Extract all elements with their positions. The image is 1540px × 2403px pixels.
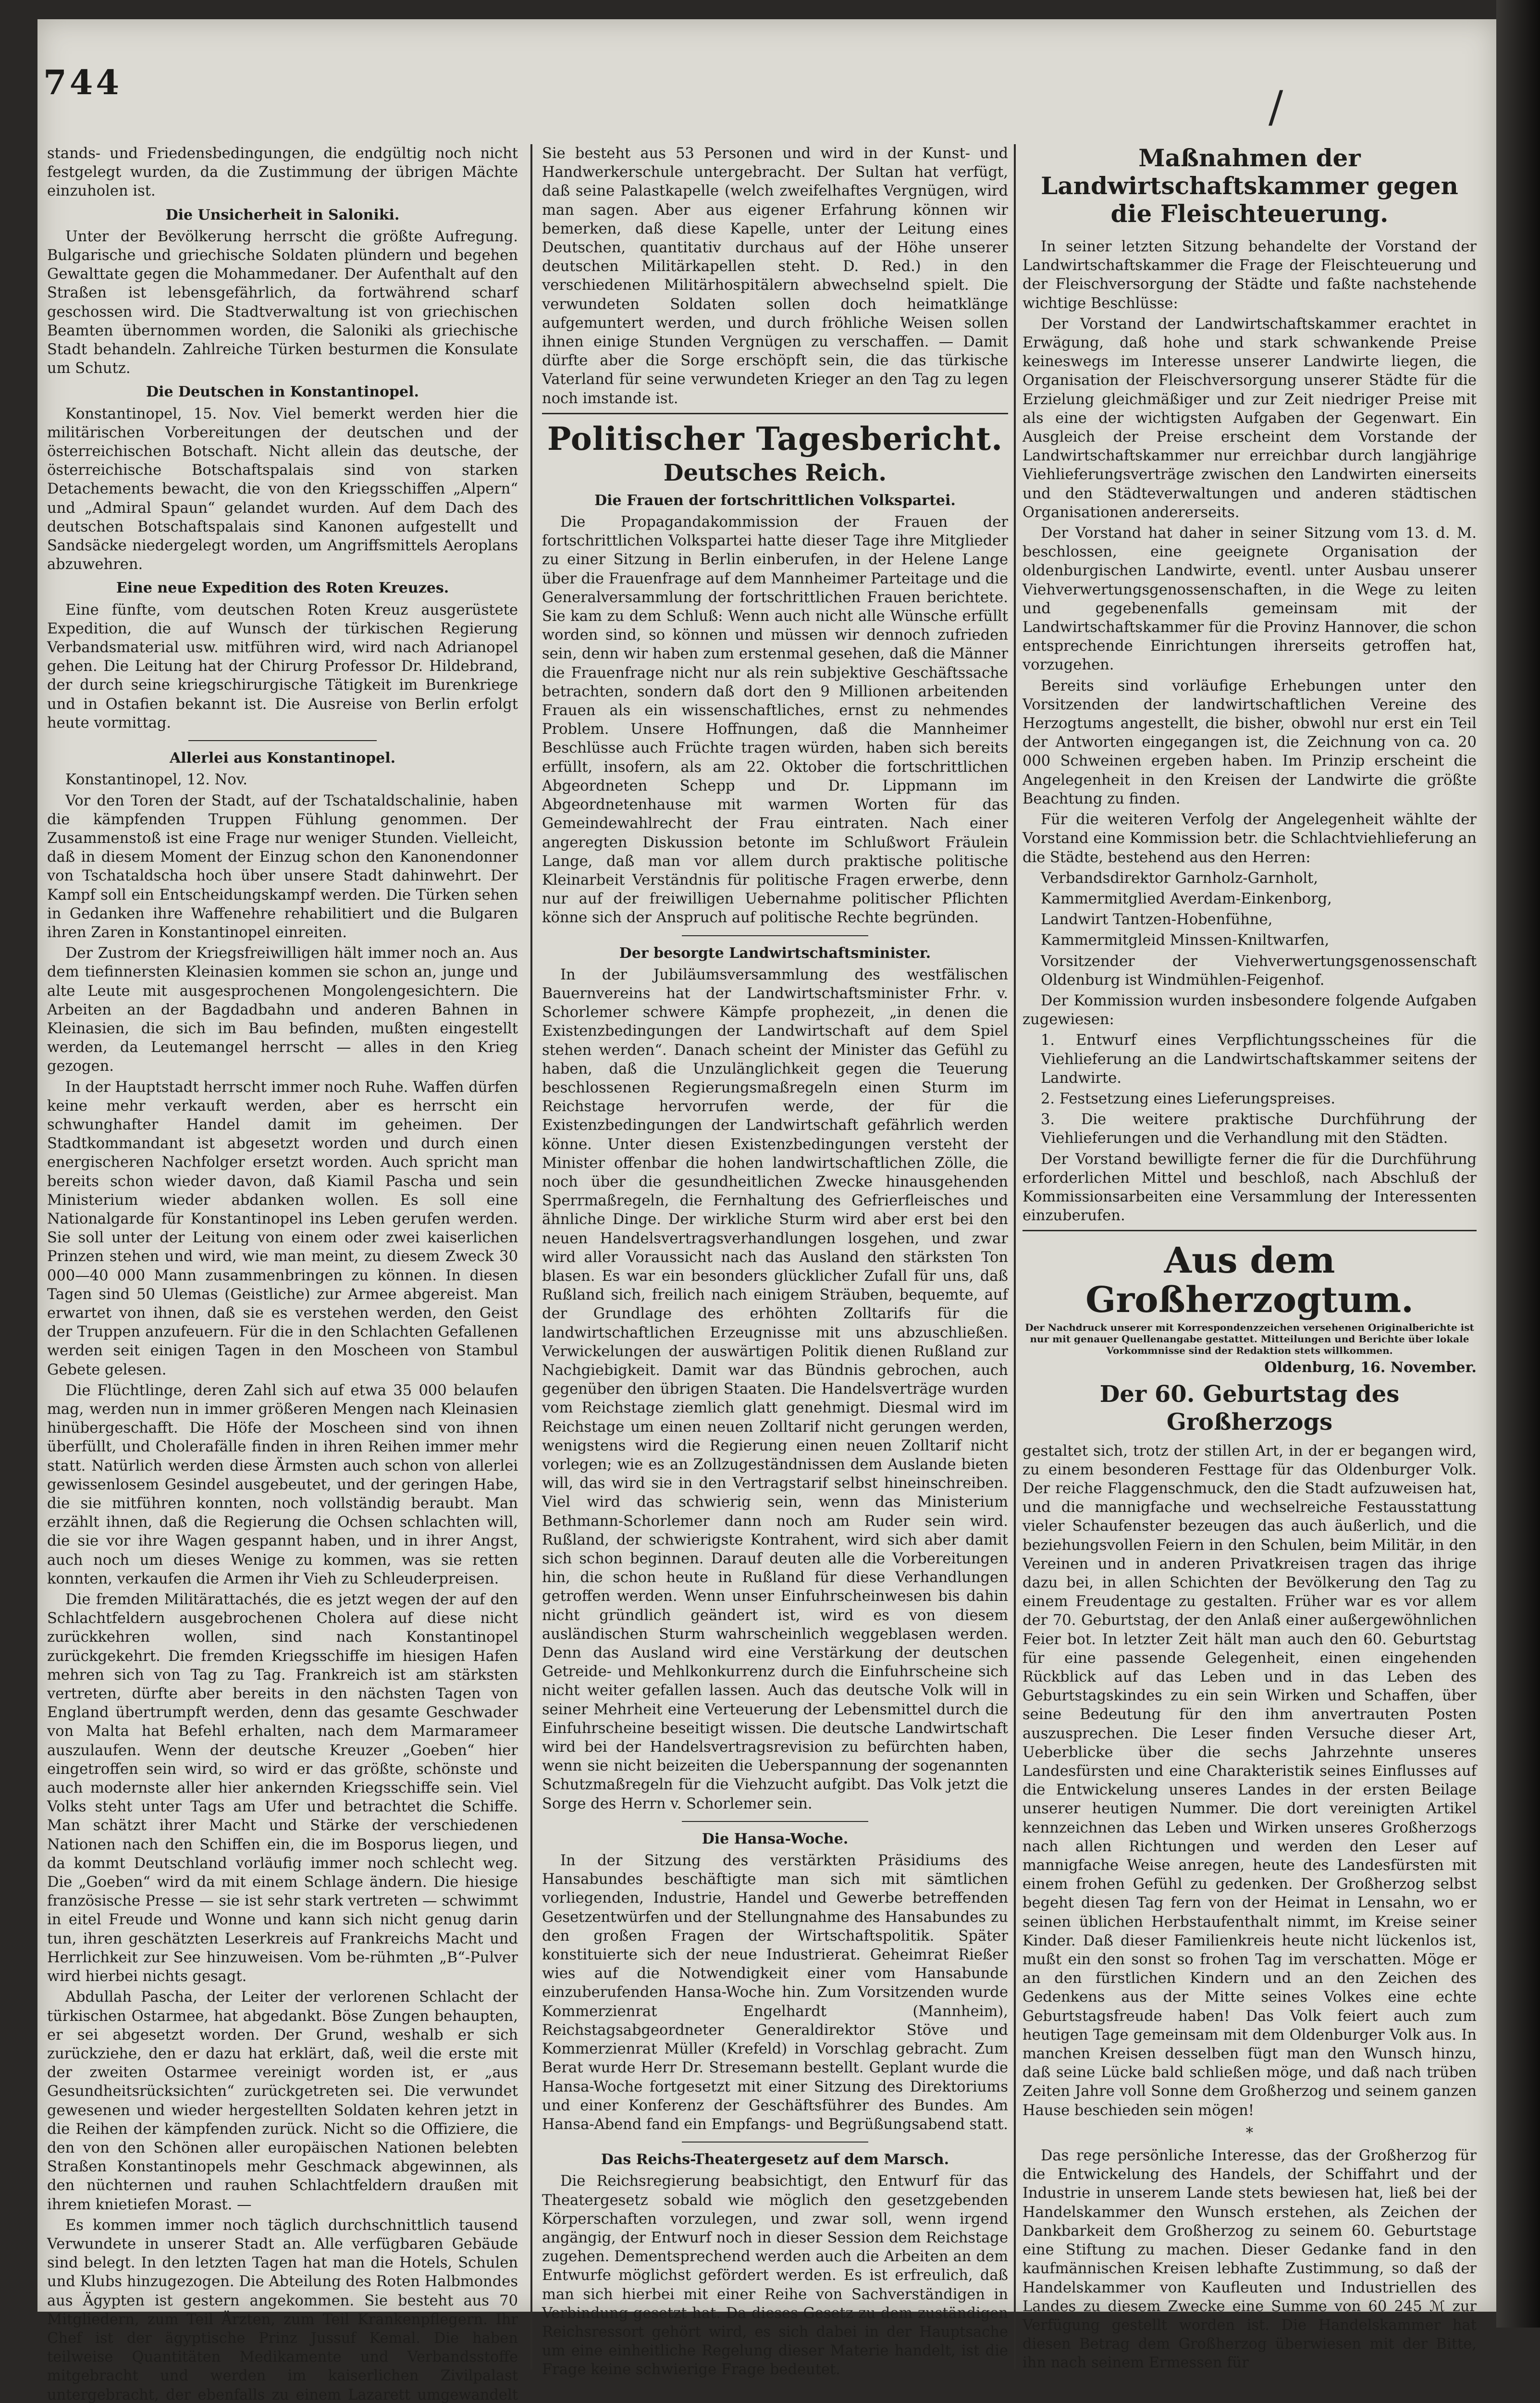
paragraph: Die Reichsregierung beabsichtigt, den Entwurf für das Theatergesetz sobald wie möglich den gesetzgebenden Körperschaften vorzulegen, und zwar soll, wenn irgend angängig, der Entwurf noch in dieser Session dem Reichstage zugehen. Dementsprechend werden auch die Arbeiten an dem Entwurfe möglichst gefördert werden. Es ist erfreulich, daß man sich hierbei mit einer Reihe von Sachverständigen in Verbindung gesetzt hat. Da dieses Gesetz zu dem zuständigen Reichsressort gehört wird, es sich dabei in der Hauptsache um eine einheitliche Regelung dieser Materie handelt, ist die Frage keine schwierige Frage bedeutet. <box>542 2173 1008 2378</box>
paragraph: Das rege persönliche Interesse, das der Großherzog für die Entwickelung des Handels, der Schiffahrt und der Industrie in unserem Lande stets bewiesen hat, ließ bei der Handelskammer den Wunsch erstehen, als Zeichen der Dankbarkeit dem Großherzog zu seinem 60. Geburtstage eine Stiftung zu machen. Dieser Gedanke fand in den kaufmännischen Kreisen lebhafte Zustimmung, so daß der Handelskammer von Kaufleuten und Industriellen des Landes zu diesem Zwecke eine Summe von 60 245 ℳ zur Verfügung gestellt worden ist. Die Handelskammer hat diesen Betrag dem Großherzog überwiesen mit der Bitte, ihn nach seinem Ermessen für <box>1023 2147 1477 2372</box>
headline-minister: Der besorgte Landwirtschaftsminister. <box>619 944 931 962</box>
paragraph: In der Jubiläumsversammlung des westfälischen Bauernvereins hat der Landwirtschaftsminister Frhr. v. Schorlemer schwere Kämpfe prophezeit, „in denen die Existenzbedingungen der Landwirtschaft auf dem Spiel stehen werden“. Danach scheint der Minister das Gefühl zu haben, daß die Unzulänglichkeit gegen die Teuerung beschlossenen Regierungsmaßregeln einen Sturm im Reichstage hervorrufen werde, der für die Existenzbedingungen der Landwirtschaft gefährlich werden könne. Unter diesen Existenzbedingungen versteht der Minister offenbar die hohen landwirtschaftlichen Zölle, die noch über die gesundheitlichen Zwecke hinausgehenden Sperrmaßregeln, die Fernhaltung des Gefrierfleisches und ähnliche Dinge. Der wirkliche Sturm wird aber erst bei den neuen Handelsvertragsverhandlungen losgehen, und zwar wird aller Voraussicht nach das Ausland den stärksten Ton blasen. Es war ein besonders glücklicher Zufall für uns, daß Rußland sich, freilich nach einigem Sträuben, bequemte, auf der Grundlage des erhöhten Zolltarifs für die landwirtschaftlichen Erzeugnisse mit uns abzuschließen. Verwickelungen der auswärtigen Politik dienen Rußland zur Nachgiebigkeit. Damit war das Bündnis gebrochen, auch gegenüber den übrigen Staaten. Die Handelsverträge wurden vom Reichstage ziemlich glatt genehmigt. Diesmal wird im Reichstage um einen neuen Zolltarif nicht gerungen werden, wenigstens wird die Regierung einen neuen Zolltarif nicht vorlegen; wie es an Zollzugeständnissen dem Auslande bieten will, das wird sie in den Vertragstarif selbst hineinschreiben. Viel wird das schwierig sein, wenn das Ministerium Bethmann-Schorlemer dann noch am Ruder sein wird. Rußland, der schwierigste Kontrahent, wird sich aber damit sich schon beginnen. Darauf deuten alle die Vorbereitungen hin, die schon heute in Rußland für diese Verhandlungen getroffen werden. Wenn unser Einfuhrscheinwesen bis dahin nicht gründlich geändert ist, wird es von diesem ausländischen Sturm wahrscheinlich weggeblasen werden. Denn das Ausland wird eine Verstärkung der deutschen Getreide- und Mehlkonkurrenz durch die Einfuhrscheine sich nicht weiter gefallen lassen. Auch das deutsche Volk will in seiner Mehrheit eine Verteuerung der Lebensmittel durch die Einfuhrscheine beseitigt wissen. Die deutsche Landwirtschaft wird bei der Handelsvertragsrevision zu befürchten haben, wenn sie nicht beizeiten die Ueberspannung der sogenannten Schutzmaßregeln für die Viehzucht aufgibt. Das Volk jetzt die Sorge des Herrn v. Schorlemer sein. <box>542 966 1008 1812</box>
separator-star: * <box>1245 2124 1254 2142</box>
headline-theater: Das Reichs-Theatergesetz auf dem Marsch. <box>601 2151 949 2168</box>
section-title-tagesbericht: Politischer Tagesbericht. <box>547 420 1003 458</box>
list-item: 2. Festsetzung eines Lieferungspreises. <box>1041 1090 1336 1107</box>
column-2 <box>542 144 1008 2378</box>
divider <box>682 1821 868 1822</box>
paragraph: Der Vorstand der Landwirtschaftskammer erachtet in Erwägung, daß hohe und stark schwankende Preise keineswegs im Interesse unserer Landwirte liegen, die Organisation der Fleischversorgung unserer Städte für die Erzielung gleichmäßiger und zur Zeit niedriger Preise mit als eine der wichtigsten Aufgaben der Gegenwart. Ein Ausgleich der Preise erscheint dem Vorstande der Landwirtschaftskammer nur erreichbar durch langjährige Viehlieferungsverträge zwischen den Landwirten einerseits und den Städteverwaltungen und anderen städtischen Organisationen andererseits. <box>1023 315 1477 521</box>
paragraph: Vor den Toren der Stadt, auf der Tschataldschalinie, haben die kämpfenden Truppen Fühlung genommen. Der Zusammenstoß ist eine Frage nur weniger Stunden. Vielleicht, daß in diesem Moment der Einzug schon den Kanonendonner von Tschataldscha hoch über unsere Stadt dahinwehrt. Der Kampf soll ein Entscheidungskampf werden. Die Türken sehen in Gedanken ihre Waffenehre rehabilitiert und die Bulgaren ihren Zaren in Konstantinopel einreiten. <box>47 792 518 941</box>
column-1 <box>47 144 518 2403</box>
paragraph: Die Flüchtlinge, deren Zahl sich auf etwa 35 000 belaufen mag, werden nun in immer größeren Mengen nach Kleinasien hinübergeschafft. Die Höfe der Moscheen sind von ihnen überfüllt, und Cholerafälle finden in ihren Reihen immer mehr statt. Natürlich werden diese Ärmsten auch schon von allerlei gewissenlosem Gesindel ausgebeutet, und der geringen Habe, die sie mitführen konnten, noch vollständig beraubt. Man erzählt ihnen, daß die Regierung die Ochsen schlachten will, die sie vor ihre Wagen gespannt haben, und in ihrer Angst, auch noch um dieses Wenige zu kommen, was sie retten konnten, verkaufen die Armen ihr Vieh zu Schleuderpreisen. <box>47 1382 518 1587</box>
column-rule-1 <box>530 144 532 2369</box>
paragraph: In der Sitzung des verstärkten Präsidiums des Hansabundes beschäftigte man sich mit sämtlichen vorliegenden, Industrie, Handel und Gewerbe betreffenden Gesetzentwürfen und der Stellungnahme des Hansabundes zu den großen Fragen der Wirtschaftspolitik. Später konstituierte sich der neue Industrierat. Geheimrat Rießer wies auf die Notwendigkeit einer vom Hansabunde einzuberufenden Hansa-Woche hin. Zum Vorsitzenden wurde Kommerzienrat Engelhardt (Mannheim), Reichstagsabgeordneter Generaldirektor Stöve und Kommerzienrat Müller (Krefeld) in Vorschlag gebracht. Zum Berat wurde Herr Dr. Stresemann bestellt. Geplant wurde die Hansa-Woche fortgesetzt mit einer Sitzung des Direktoriums und einer Konferenz der Geschäftsführer des Bundes. Am Hansa-Abend fand ein Empfangs- und Begrüßungsabend statt. <box>542 1852 1008 2133</box>
divider <box>682 2142 868 2143</box>
list-item: Kammermitglied Averdam-Einkenborg, <box>1041 890 1332 907</box>
page-number: 744 <box>43 62 123 102</box>
divider <box>542 413 1008 414</box>
headline-saloniki: Die Unsicherheit in Saloniki. <box>165 206 400 223</box>
paragraph: Eine fünfte, vom deutschen Roten Kreuz ausgerüstete Expedition, die auf Wunsch der türkischen Regierung Verbandsmaterial usw. mitführen wird, wird nach Adrianopel gehen. Die Leitung hat der Chirurg Professor Dr. Hildebrand, der durch seine kriegschirurgische Tätigkeit im Burenkriege und in Ostafien bekannt ist. Die Ausreise von Berlin erfolgt heute vormittag. <box>47 601 518 731</box>
divider <box>1023 1230 1477 1231</box>
headline-frauen: Die Frauen der fortschrittlichen Volkspartei. <box>594 492 956 509</box>
list-item: 1. Entwurf eines Verpflichtungsscheines für die Viehlieferung an die Landwirtschaftskammer seitens der Landwirte. <box>1041 1032 1477 1087</box>
dateline: Konstantinopel, 12. Nov. <box>65 771 248 789</box>
list-item: Vorsitzender der Viehverwertungsgenossenschaft Oldenburg ist Windmühlen-Feigenhof. <box>1041 953 1477 989</box>
headline-massnahmen: Maßnahmen der Landwirtschaftskammer gegen die Fleischteuerung. <box>1041 144 1458 228</box>
paragraph: Unter der Bevölkerung herrscht die größte Aufregung. Bulgarische und griechische Soldaten plündern und begehen Gewalttate gegen die Mohammedaner. Der Aufenthalt auf den Straßen ist lebensgefährlich, da fortwährend scharf geschossen wird. Die Stadtverwaltung ist von griechischen Beamten übernommen worden, die Saloniki als griechische Stadt behandeln. Zahlreiche Türken besturmen die Konsulate um Schutz. <box>47 228 518 377</box>
binding-shadow <box>1496 0 1540 2328</box>
headline-hansa: Die Hansa-Woche. <box>702 1830 849 1847</box>
divider <box>682 935 868 936</box>
paragraph: Bereits sind vorläufige Erhebungen unter den Vorsitzenden der landwirtschaftlichen Vereine des Herzogtums angestellt, die bisher, obwohl nur erst ein Teil der Antworten eingegangen ist, die Zeichnung von ca. 20 000 Schweinen ergeben haben. Im Prinzip erscheint die Angelegenheit in den Kreisen der Landwirte die größte Beachtung zu finden. <box>1023 677 1477 807</box>
paragraph: Abdullah Pascha, der Leiter der verlorenen Schlacht der türkischen Ostarmee, hat abgedankt. Böse Zungen behaupten, er sei abgesetzt worden. Der Grund, weshalb er sich zurückziehe, den er dazu hat erklärt, daß, weil die erste mit der zweiten Ostarmee vereinigt worden ist, er „aus Gesundheitsrücksichten“ zurückgetreten sei. Die verwundet gewesenen und wieder hergestellten Soldaten kehren jetzt in die Reihen der kämpfenden zurück. Nicht so die Offiziere, die den von den Schönen aller europäischen Nationen belebten Straßen Konstantinopels mehr Geschmack abgewinnen, als den nüchternen und rauhen Schlachtfeldern draußen mit ihrem knietiefen Morast. — <box>47 1989 518 2213</box>
paragraph: Der Vorstand hat daher in seiner Sitzung vom 13. d. M. beschlossen, eine geeignete Organisation der oldenburgischen Landwirte, eventl. unter Ausbau unserer Viehverwertungsgenossenschaften, in die Wege zu leiten und gegebenenfalls gemeinsam mit der Landwirtschaftskammer für die Provinz Hannover, die schon entsprechende Einrichtungen ihrerseits getroffen hat, vorzugehen. <box>1023 525 1477 674</box>
headline-geburtstag: Der 60. Geburtstag des Großherzogs <box>1099 1380 1400 1436</box>
section-subtitle-reich: Deutsches Reich. <box>663 459 887 486</box>
column-rule-2 <box>1014 144 1016 2369</box>
paragraph: In seiner letzten Sitzung behandelte der Vorstand der Landwirtschaftskammer die Frage der Fleischteuerung und der Fleischversorgung der Städte und faßte nachstehende wichtige Beschlüsse: <box>1023 238 1477 312</box>
commission-members <box>1023 869 1477 990</box>
headline-allerlei: Allerlei aus Konstantinopel. <box>169 750 396 767</box>
article-continuation: Sie besteht aus 53 Personen und wird in der Kunst- und Handwerkerschule untergebracht. Der Sultan hat verfügt, daß seine Palastkapelle (welch zweifelhaftes Vergnügen, wird man sagen. Aber aus eigener Erfahrung können wir bemerken, daß diese Kapelle, unter der Leitung eines Deutschen, quantitativ durchaus auf der Höhe unserer deutschen Militärkapellen steht. D. Red.) in den verschiedenen Militärhospitälern abwechselnd spielt. Die verwundeten Soldaten sollen doch heimatklänge aufgemuntert werden, und durch fröhliche Weisen sollen ihnen einige Stunden Vergnügen zu verschaffen. — Damit dürfte aber die Sorge erschöpft sein, die das türkische Vaterland für seine verwundeten Krieger an den Tag zu legen noch imstande ist. <box>542 145 1008 407</box>
reprint-notice: Der Nachdruck unserer mit Korrespondenzzeichen versehenen Originalberichte ist nur mit genauer Quellenangabe gestattet. Mitteilungen und Berichte über lokale Vorkommnisse sind der Redaktion stets willkommen. <box>1025 1322 1474 1357</box>
paragraph: Es kommen immer noch täglich durchschnittlich tausend Verwundete in unserer Stadt an. Alle verfügbaren Gebäude sind belegt. In den letzten Tagen hat man die Hotels, Schulen und Klubs hinzugezogen. Die Abteilung des Roten Halbmondes aus Ägypten ist gestern angekommen. Sie besteht aus 70 Mitgliedern, zum Teil Ärzten, zum Teil Krankenpflegern. Ihr Chef ist der ägyptische Prinz Jussuf Kemal. Die haben teilweise Quantitäten Medikamente und Verbandsstoffe mitgebracht und werden im kaiserlichen Zivilpalast untergebracht, der ebenfalls zu einem Lazarett umgewandelt <box>47 2217 518 2403</box>
list-item: Landwirt Tantzen-Hobenfühne, <box>1041 911 1273 929</box>
headline-expedition: Eine neue Expedition des Roten Kreuzes. <box>116 580 449 597</box>
divider <box>188 740 377 741</box>
list-item: Verbandsdirektor Garnholz-Garnholt, <box>1041 869 1318 887</box>
commission-tasks <box>1023 1031 1477 1148</box>
list-item: 3. Die weitere praktische Durchführung der Viehlieferungen und die Verhandlung mit den Städten. <box>1041 1111 1477 1147</box>
article-continuation: stands- und Friedensbedingungen, die endgültig noch nicht festgelegt wurden, da die Zustimmung der übrigen Mächte einzuholen ist. <box>47 145 518 200</box>
paragraph: Der Zustrom der Kriegsfreiwilligen hält immer noch an. Aus dem tiefinnersten Kleinasien kommen sie schon an, junge und alte Leute mit ausgesprochenen Mongolengesichtern. Die Arbeiten an der Bagdadbahn und anderen Bahnen in Kleinasien, die sich im Bau befinden, mußten eingestellt werden, da Leutemangel herrscht — alles in den Krieg gezogen. <box>47 945 518 1075</box>
margin-mark: / <box>1269 82 1283 132</box>
section-title-grossherzogtum: Aus dem Großherzogtum. <box>1085 1240 1414 1321</box>
headline-deutschen: Die Deutschen in Konstantinopel. <box>146 384 419 401</box>
dateline: Oldenburg, 16. November. <box>1264 1359 1477 1376</box>
paragraph: In der Hauptstadt herrscht immer noch Ruhe. Waffen dürfen keine mehr verkauft werden, aber es herrscht ein schwunghafter Handel damit im geheimen. Der Stadtkommandant ist abgesetzt worden und durch einen energischeren Nachfolger ersetzt worden. Auch spricht man bereits schon wieder davon, daß Kiamil Pascha und sein Ministerium wieder abdanken wollen. Es soll eine Nationalgarde für Konstantinopel ins Leben gerufen werden. Sie soll unter der Leitung von einem oder zwei kaiserlichen Prinzen stehen und wird, wie man meint, zu diesem Zweck 30 000—40 000 Mann zusammenbringen zu können. In diesen Tagen sind 50 Ulemas (Geistliche) zur Armee abgereist. Man erwartet von ihnen, daß sie es verstehen werden, den Geist der Truppen anzufeuern. Für die in den Schlachten Gefallenen werden seit einigen Tagen in den Moscheen von Stambul Gebete gelesen. <box>47 1078 518 1378</box>
paragraph: Für die weiteren Verfolg der Angelegenheit wählte der Vorstand eine Kommission betr. die Schlachtviehlieferung an die Städte, bestehend aus den Herren: <box>1023 811 1477 866</box>
paragraph: Konstantinopel, 15. Nov. Viel bemerkt werden hier die militärischen Vorbereitungen der deutschen und der österreichischen Botschaft. Nicht allein das deutsche, der österreichische Botschaftspalais sind von starken Detachements bewacht, die von den Kriegsschiffen „Alpern“ und „Admiral Spaun“ gelandet wurden. Auf dem Dach des deutschen Botschaftspalais sind Kanonen aufgestellt und Sandsäcke niedergelegt worden, um Angriffsmittels Aeroplans abzuwehren. <box>47 405 518 573</box>
paragraph: gestaltet sich, trotz der stillen Art, in der er begangen wird, zu einem besonderen Festtage für das Oldenburger Volk. Der reiche Flaggenschmuck, den die Stadt aufzuweisen hat, und die mannigfache und wechselreiche Festausstattung vieler Schaufenster bezeugen das auch äußerlich, und die beziehungsvollen Feiern in den Schulen, beim Militär, in den Vereinen und in anderen Privatkreisen tragen das ihrige dazu bei, in allen Schichten der Bevölkerung den Tag zu einem Freudentage zu gestalten. Früher war es vor allem der 70. Geburtstag, der den Anlaß einer außergewöhnlichen Feier bot. In letzter Zeit hält man auch den 60. Geburtstag für eine passende Gelegenheit, einen eingehenden Rückblick auf das Leben und in das Leben des Geburtstagskindes zu ein sein Wirken und Schaffen, über seine Bedeutung für den ihm anvertrauten Posten auszusprechen. Die Leser finden Versuche dieser Art, Ueberblicke über die sechs Jahrzehnte unseres Landesfürsten und eine Charakteristik seines Einflusses auf die Entwickelung unseres Landes in der ersten Beilage unserer heutigen Nummer. Die dort vereinigten Artikel kennzeichnen das Leben und Wirken unseres Großherzogs nach allen Richtungen und werden den Leser auf mannigfache Weise anregen, heute des Landesfürsten mit einem frohen Gefühl zu gedenken. Der Großherzog selbst begeht diesen Tag fern von der Heimat in Lensahn, wo er seinen üblichen Herbstaufenthalt nimmt, im Kreise seiner Kinder. Daß dieser Familienkreis heute nicht lückenlos ist, mußt ein den sonst so frohen Tag im verschatten. Möge er an den fürstlichen Kindern und an den Zeichen des Gedenkens aus der Mitte seines Volkes eine echte Geburtstagsfreude haben! Das Volk feiert auch zum heutigen Tage gemeinsam mit dem Oldenburger Volk aus. In manchen Kreisen desselben fügt man den Wunsch hinzu, daß seine Lücke bald schließen möge, und daß nach trüben Zeiten Jahre voll Sonne dem Großherzog und seinem ganzen Hause beschieden sein mögen! <box>1023 1442 1477 2119</box>
paragraph: Der Vorstand bewilligte ferner die für die Durchführung erforderlichen Mittel und beschloß, nach Abschluß der Kommissionsarbeiten eine Versammlung der Interessenten einzuberufen. <box>1023 1151 1477 1225</box>
paragraph: Die Propagandakommission der Frauen der fortschrittlichen Volkspartei hatte dieser Tage ihre Mitglieder zu einer Sitzung in Berlin einberufen, in der Helene Lange über die Frauenfrage auf dem Mannheimer Parteitage und die Generalversammlung der fortschrittlichen Frauen berichtete. Sie kam zu dem Schluß: Wenn auch nicht alle Wünsche erfüllt worden sind, so können und müssen wir dennoch zufrieden sein, denn wir haben zum erstenmal gesehen, daß die Männer die Frauenfrage nicht nur als rein subjektive Geschäftssache betrachten, sondern daß dort den 9 Millionen arbeitenden Frauen als ein wissenschaftliches, ernst zu nehmendes Problem. Unsere Hoffnungen, daß die Mannheimer Beschlüsse auch Früchte tragen würden, haben sich bereits erfüllt, insofern, als am 22. Oktober die fortschrittlichen Abgeordneten Schepp und Dr. Lippmann im Abgeordnetenhause mit warmen Worten für das Gemeindewahlrecht der Frau eintraten. Nach einer angeregten Diskussion betonte im Schlußwort Fräulein Lange, daß man vor allem durch praktische politische Kleinarbeit Verständnis für politische Fragen erwerbe, denn nur auf der freiwilligen Uebernahme politischer Pflichten könne sich der Anspruch auf politische Rechte begründen. <box>542 514 1008 927</box>
list-item: Kammermitgleid Minssen-Kniltwarfen, <box>1041 932 1330 949</box>
paragraph: Der Kommission wurden insbesondere folgende Aufgaben zugewiesen: <box>1023 992 1477 1028</box>
paragraph: Die fremden Militärattachés, die es jetzt wegen der auf den Schlachtfeldern ausgebrochenen Cholera auf diese nicht zurückkehren wollen, sind nach Konstantinopel zurückgekehrt. Die fremden Kriegsschiffe im hiesigen Hafen mehren sich von Tag zu Tag. Frankreich ist am stärksten vertreten, dürfte aber bereits in den nächsten Tagen von England übertrumpft werden, denn das gesamte Geschwader von Malta hat Befehl erhalten, nach dem Marmarameer auszulaufen. Wenn der deutsche Kreuzer „Goeben“ hier eingetroffen sein wird, so wird er das größte, schönste und auch modernste aller hier ankernden Kriegsschiffe sein. Viel Volks steht unter Tags am Ufer und betrachtet die Schiffe. Man schätzt ihrer Macht und Stärke der verschiedenen Nationen nach den Schiffen ein, die im Bosporus liegen, und da kommt Deutschland vorläufig immer noch schlecht weg. Die „Goeben“ wird da mit einem Schlage ändern. Die hiesige französische Presse — sie ist sehr stark vertreten — schwimmt in eitel Freude und Wonne und kann sich nicht genug darin tun, ihren geschätzten Leserkreis auf Frankreichs Macht und Herrlichkeit zur See hinzuweisen. Vom be-rühmten „B“-Pulver wird hierbei nichts gesagt. <box>47 1591 518 1985</box>
column-3 <box>1023 144 1477 2374</box>
